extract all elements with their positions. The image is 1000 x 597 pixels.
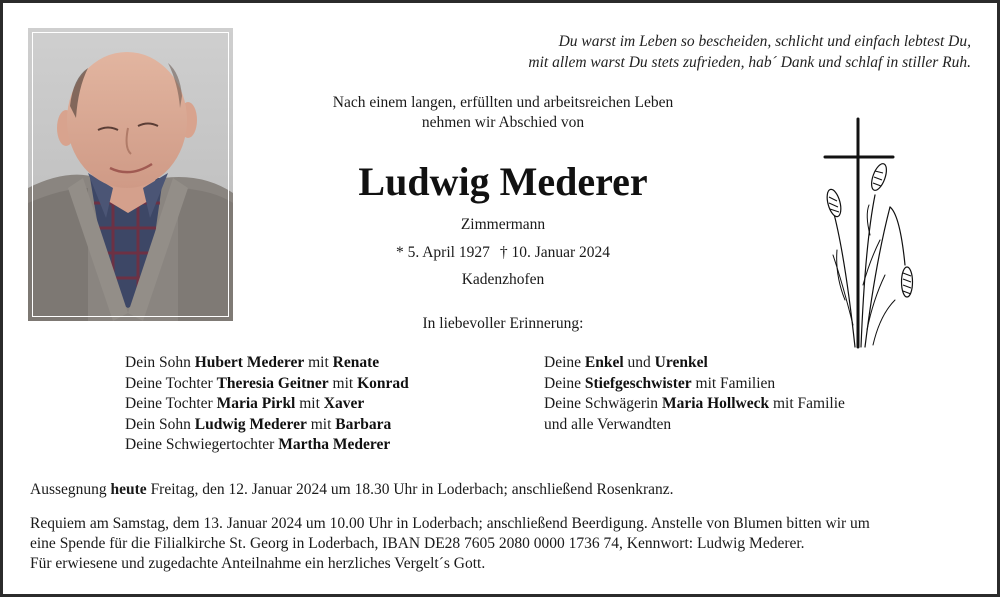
poem-line-1: Du warst im Leben so bescheiden, schlicht und einfach lebtest Du, (558, 33, 971, 50)
memory-heading: In liebevoller Erinnerung: (422, 315, 584, 332)
intro-line-1: Nach einem langen, erfüllten und arbeitsreichen Leben (332, 94, 674, 111)
requiem-info (30, 514, 977, 574)
intro-text (253, 93, 753, 133)
thanks-line: Für erwiesene und zugedachte Anteilnahme ein herzliches Vergelt´s Gott. (30, 555, 486, 572)
family-entry: und alle Verwandten (544, 415, 672, 433)
blessing-info: Aussegnung heute Freitag, den 12. Januar 2024 um 18.30 Uhr in Loderbach; anschließend Rosenkranz. (30, 481, 674, 498)
family-entry: Deine Stiefgeschwister mit Familien (544, 374, 776, 392)
portrait-photo (28, 28, 233, 321)
hometown: Kadenzhofen (461, 271, 545, 288)
cross-with-wheat-icon (815, 115, 925, 350)
memorial-poem (411, 31, 971, 73)
deceased-occupation: Zimmermann (460, 216, 546, 233)
family-list-left (125, 353, 409, 456)
life-dates (253, 243, 753, 263)
intro-line-2: nehmen wir Abschied von (421, 114, 585, 131)
family-list-right (544, 353, 845, 435)
poem-line-2: mit allem warst Du stets zufrieden, hab´ Dank und schlaf in stiller Ruh. (528, 54, 971, 71)
family-entry: Dein Sohn Ludwig Mederer mit Barbara (125, 415, 392, 433)
family-entry: Deine Schwiegertochter Martha Mederer (125, 436, 391, 453)
family-entry: Deine Schwägerin Maria Hollweck mit Familie (544, 395, 845, 412)
photo-inner-frame (32, 32, 229, 317)
family-entry: Deine Tochter Theresia Geitner mit Konrad (125, 374, 409, 392)
family-entry: Deine Tochter Maria Pirkl mit Xaver (125, 395, 365, 412)
deceased-name: Ludwig Mederer (358, 159, 648, 204)
family-entry: Dein Sohn Hubert Mederer mit Renate (125, 354, 380, 371)
requiem-line-2: eine Spende für die Filialkirche St. Georg in Loderbach, IBAN DE28 7605 2080 0000 1736 74, Kennwort: Ludwig Mederer. (30, 535, 805, 552)
death-date: † 10. Januar 2024 (499, 244, 611, 261)
today-emphasis: heute (110, 481, 147, 498)
requiem-line-1: Requiem am Samstag, dem 13. Januar 2024 um 10.00 Uhr in Loderbach; anschließend Beerdigung. Anstelle von Blumen bitten wir um (30, 515, 870, 532)
family-entry: Deine Enkel und Urenkel (544, 354, 708, 371)
birth-date: * 5. April 1927 (395, 244, 490, 261)
